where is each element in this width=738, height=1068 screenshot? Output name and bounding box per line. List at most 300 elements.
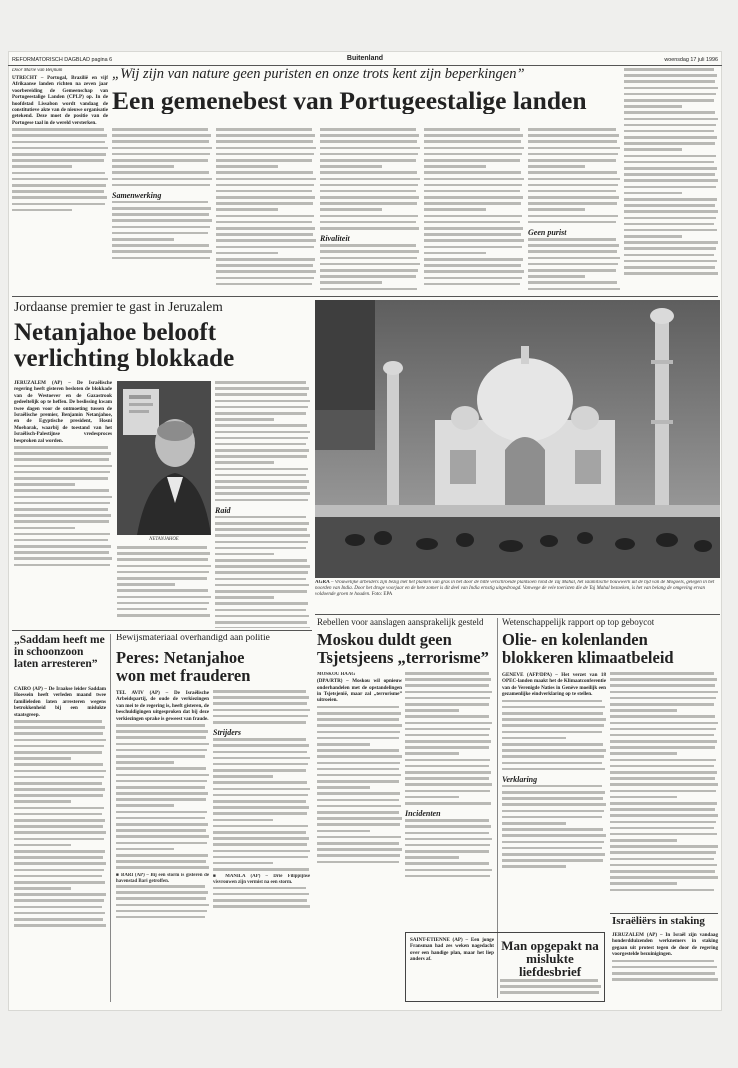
text-line [215,468,308,471]
text-line [502,737,566,740]
text-line [405,678,491,681]
text-line [215,621,307,624]
text-line [112,184,210,187]
text-line [502,865,566,868]
text-line [116,817,205,820]
text-line [317,724,402,727]
section-divider [610,913,718,914]
text-line [502,718,606,721]
text-line [405,697,490,700]
top-body-text [320,128,420,233]
text-line [14,831,106,834]
text-line [215,565,310,568]
text-line [320,153,418,156]
text-line [14,782,102,785]
text-line [215,534,310,537]
top-lead-column [12,68,108,293]
text-line [14,732,103,735]
text-line [215,461,274,464]
text-line [502,762,602,765]
top-subhead: Geen purist [528,228,567,237]
text-line [14,887,71,890]
text-line [213,837,309,840]
text-line [424,190,520,193]
text-line [624,130,714,133]
text-line [502,822,566,825]
top-body-column [216,128,316,293]
text-line [624,254,714,257]
text-line [610,715,715,718]
text-line [213,850,310,853]
text-line [116,842,207,845]
text-line [317,780,399,783]
text-line [215,431,310,434]
israel-kicker: Jordaanse premier te gast in Jeruzalem [14,300,223,314]
top-body-text [320,244,420,293]
text-line [112,219,212,222]
staking-column [612,932,718,1002]
text-line [320,178,420,181]
top-body-column [12,128,108,215]
text-line [215,486,307,489]
text-line [610,728,716,731]
text-line [320,227,419,230]
text-line [213,899,307,902]
text-line [317,799,399,802]
text-line [624,223,714,226]
text-line [216,239,316,242]
text-line [624,80,715,83]
text-line [405,838,492,841]
text-line [502,847,602,850]
text-line [215,541,308,544]
text-line [610,740,717,743]
text-line [610,802,717,805]
top-subhead: Samenwerking [112,190,162,200]
text-line [14,838,104,841]
text-line [215,553,274,556]
text-line [320,263,420,266]
text-line [216,233,313,236]
text-line [320,128,416,131]
text-line [317,830,370,833]
saddam-column [14,686,106,1002]
text-line [215,474,306,477]
text-line [117,565,211,568]
text-line [610,796,677,799]
text-line [112,250,212,253]
text-line [405,796,459,799]
text-line [14,893,106,896]
text-line [12,128,104,131]
text-line [528,215,618,218]
text-line [216,147,316,150]
text-line [405,728,490,731]
moskou-dateline: MOSKOU HAAG [317,672,356,677]
klimaat-headline-line-1: Olie- en kolenlanden [502,632,648,649]
text-line [624,161,714,164]
text-line [14,533,110,536]
israel-body-column [215,381,310,628]
text-line [14,726,105,729]
top-body-text [112,128,212,190]
text-line [624,173,715,176]
text-line [215,609,306,612]
text-line [502,841,604,844]
text-line [216,140,313,143]
text-line [405,740,491,743]
text-line [320,140,417,143]
text-line [12,159,104,162]
saddam-lead: CAIRO (AP) – De Iraakse leider Saddam Hoessein heeft verleden maand twee familieleden laten arresteren wegens betrokkenheid bij een mislukte staatsgreep. [14,686,106,718]
text-line [624,217,716,220]
text-line [317,749,399,752]
text-line [624,93,716,96]
text-line [317,706,399,709]
text-line [215,516,306,519]
peres-headline-line-2: won met frauderen [116,668,251,685]
israel-headline-line-1: Netanjahoe belooft [14,320,217,345]
text-line [612,978,718,981]
peres-subhead: Strijders [213,728,242,738]
text-line [14,850,105,853]
text-line [213,709,310,712]
text-line [14,452,111,455]
text-line [112,140,209,143]
text-line [405,783,492,786]
text-line [116,780,207,783]
text-line [116,860,206,863]
text-line [405,759,490,762]
masthead-paper-name: REFORMATORISCH DAGBLAD pagina 6 [12,57,113,63]
text-line [500,979,598,982]
klimaat-kicker: Wetenschappelijk rapport op top geboycot [502,618,655,627]
text-line [624,148,682,151]
text-line [317,755,402,758]
text-line [317,811,399,814]
peres-body-text [116,885,209,922]
text-line [528,221,616,224]
text-line [216,196,315,199]
israel-lead-column [14,380,112,628]
text-line [610,790,716,793]
text-line [320,221,416,224]
text-line [14,514,111,517]
text-line [624,198,717,201]
text-line [624,235,682,238]
text-line [424,227,523,230]
top-subhead: Rivaliteit [320,234,350,244]
text-line [502,816,602,819]
text-line [112,213,209,216]
israel-body-text [215,381,310,505]
text-line [610,765,714,768]
text-line [317,712,401,715]
text-line [502,768,605,771]
text-line [116,848,174,851]
text-line [14,825,103,828]
text-line [502,785,602,788]
column-rule [110,634,111,1002]
text-line [216,128,312,131]
text-line [317,848,402,851]
text-line [405,722,492,725]
text-line [215,602,308,605]
text-line [112,238,174,241]
text-line [215,547,306,550]
text-line [528,140,617,143]
text-line [320,147,420,150]
text-line [528,238,616,241]
text-line [624,87,718,90]
text-line [405,703,489,706]
text-line [12,184,106,187]
text-line [405,875,490,878]
text-line [14,899,104,902]
text-line [216,134,315,137]
text-line [317,718,399,721]
peres-body-text [213,690,310,727]
text-line [213,775,273,778]
text-line [213,763,308,766]
text-line [216,171,313,174]
text-line [14,720,102,723]
text-line [12,153,106,156]
text-line [14,862,106,865]
text-line [424,196,523,199]
text-line [502,743,603,746]
text-line [112,147,212,150]
text-line [624,229,717,232]
text-line [215,590,307,593]
text-line [216,246,314,249]
text-line [12,203,105,206]
text-line [14,527,75,530]
text-line [528,128,616,131]
text-line [14,856,103,859]
klimaat-headline-line-2: blokkeren klimaatbeleid [502,650,674,667]
top-body-column [624,68,718,293]
text-line [317,842,399,845]
section-divider [315,614,720,615]
text-line [405,771,491,774]
text-line [12,196,107,199]
text-line [213,831,306,834]
text-line [528,275,585,278]
text-line [215,559,307,562]
text-line [610,882,677,885]
text-line [216,208,278,211]
text-line [502,749,606,752]
text-line [117,614,210,617]
text-line [317,731,400,734]
text-line [502,755,604,758]
klimaat-body-text [502,700,606,774]
text-line [405,869,492,872]
text-line [14,483,75,486]
text-line [213,690,306,693]
text-line [14,489,109,492]
text-line [405,715,489,718]
text-line [213,800,306,803]
moskou-headline-line-1: Moskou duldt geen [317,632,452,649]
text-line [624,210,718,213]
text-line [405,672,489,675]
text-line [14,869,104,872]
text-line [14,564,110,567]
text-line [424,264,521,267]
text-line [116,897,206,900]
sainte-etienne-body-text [500,979,602,998]
text-line [112,159,208,162]
text-line [424,208,486,211]
text-line [116,774,209,777]
text-line [528,190,616,193]
text-line [502,724,604,727]
text-line [528,244,619,247]
text-line [117,552,210,555]
text-line [14,477,108,480]
text-line [405,765,489,768]
text-line [317,817,402,820]
text-line [112,201,208,204]
text-line [405,832,489,835]
text-line [610,870,715,873]
text-line [424,239,524,242]
text-line [213,738,306,741]
text-line [610,746,715,749]
text-line [624,247,716,250]
text-line [14,496,112,499]
text-line [424,140,521,143]
text-line [112,244,209,247]
text-line [424,215,522,218]
moskou-body-text [405,672,492,808]
taj-mahal-photo-credit: Foto: EPA [371,592,393,598]
taj-mahal-caption-text: – Vrouwelijke arbeiders zijn bezig met het planten van gras in het door de hitte verschroeide plantsoen rond de Taj Mahal, het islamitische bouwwerk uit de tijd van de Mogoels, gelegen in het noorden van India. Door het droge voorjaar en de hete zomer is dit deel van India ernstig uitgedroogd. Vanwege de vele toeristen die de Taj Mahal bezoeken, is het van belang de omgeving ervan voldoende groen te houden. [315,580,715,598]
text-line [216,159,312,162]
text-line [112,134,211,137]
text-line [500,991,599,994]
text-line [424,202,521,205]
text-line [624,260,717,263]
text-line [14,751,102,754]
text-line [14,465,112,468]
text-line [317,836,401,839]
text-line [502,834,606,837]
text-line [502,791,605,794]
text-line [216,202,313,205]
text-line [320,190,416,193]
text-line [528,250,617,253]
text-line [405,802,491,805]
text-line [624,142,715,145]
text-line [405,862,489,865]
text-line [216,184,314,187]
sainte-etienne-body-column [500,979,602,999]
text-line [213,794,308,797]
text-line [624,118,718,121]
text-line [116,743,209,746]
text-line [216,252,278,255]
text-line [528,147,620,150]
text-line [624,204,715,207]
text-line [14,918,103,921]
text-line [610,759,716,762]
text-line [528,134,619,137]
text-line [116,792,208,795]
text-line [320,215,418,218]
sainte-etienne-lead: SAINT-ÉTIENNE (AP) – Een jonge Fransman had zes weken nagedacht over een handige plan, maar het liep anders af. [410,937,494,963]
moskou-body-column [405,672,492,930]
text-line [424,159,520,162]
text-line [610,821,716,824]
text-line [116,854,208,857]
peres-headline-line-1: Peres: Netanjahoe [116,650,245,667]
netanjahoe-photo [117,381,211,535]
text-line [502,712,603,715]
text-line [213,893,309,896]
text-line [112,171,209,174]
text-line [528,263,618,266]
text-line [215,480,309,483]
text-line [213,887,306,890]
top-body-column [320,128,420,293]
text-line [624,136,717,139]
text-line [215,455,307,458]
text-line [14,788,105,791]
top-byline: Door Marie van Beijnum [12,68,63,73]
text-line [424,277,522,280]
text-line [14,800,71,803]
masthead [8,55,722,66]
text-line [112,207,211,210]
text-line [610,691,718,694]
klimaat-subhead: Verklaring [502,774,538,784]
text-line [424,270,524,273]
text-line [320,275,416,278]
text-line [424,134,523,137]
text-line [14,807,104,810]
text-line [213,862,273,865]
moskou-lead-column [317,672,402,1002]
text-line [14,739,106,742]
netanjahoe-photo-graphic [117,381,211,535]
text-line [112,153,210,156]
text-line [213,744,309,747]
text-line [610,709,677,712]
text-line [405,734,489,737]
text-line [215,615,309,618]
text-line [610,734,714,737]
text-line [624,155,716,158]
text-line [215,578,306,581]
text-line [213,788,310,791]
text-line [215,393,307,396]
text-line [213,868,309,871]
text-line [213,825,308,828]
text-line [213,905,310,908]
text-line [14,539,108,542]
moskou-body-text [405,819,492,881]
klimaat-lead-column [502,672,606,932]
text-line [215,381,306,384]
text-line [320,134,419,137]
text-line [215,400,310,403]
israel-subhead: Raid [215,505,231,515]
text-line [610,808,715,811]
text-line [624,186,716,189]
